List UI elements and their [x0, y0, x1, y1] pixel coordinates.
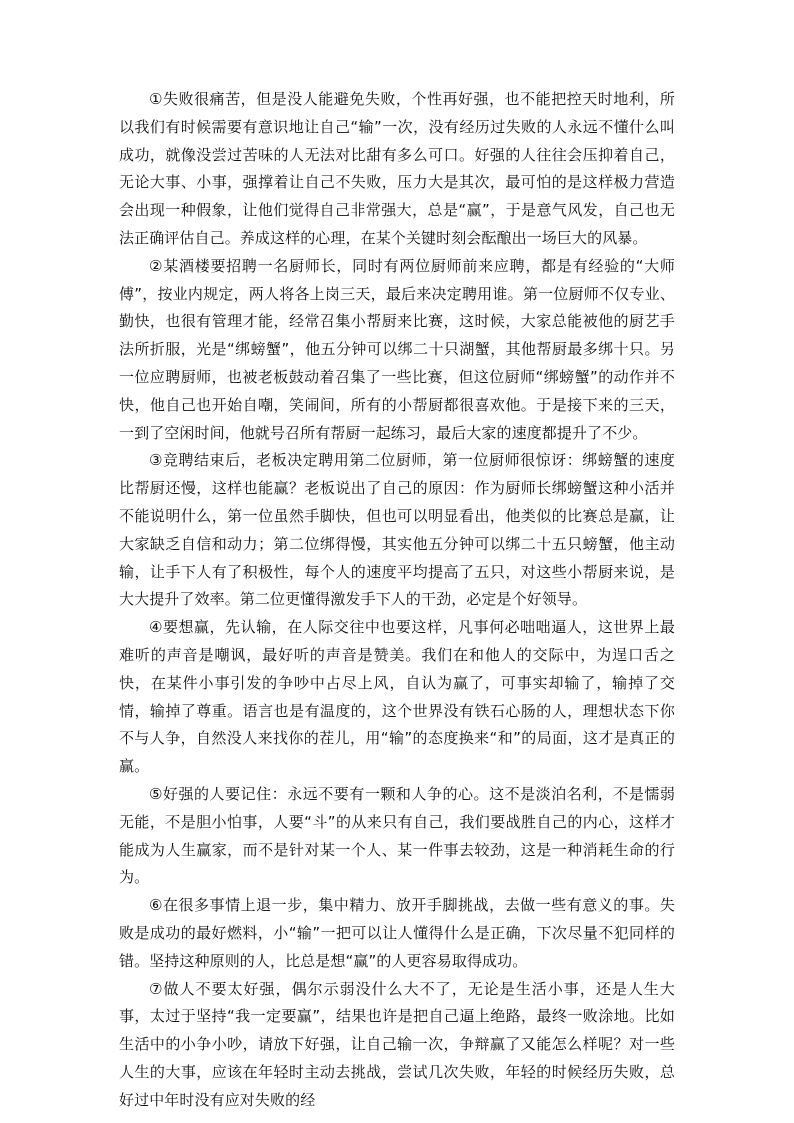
paragraph-6: ⑥在很多事情上退一步，集中精力、放开手脚挑战，去做一些有意义的事。失败是成功的最好燃料，小“输”一把可以让人懂得什么是正确，下次尽量不犯同样的错。坚持这种原则的人，比总是想“赢”的人更容易取得成功。: [119, 896, 675, 970]
paragraph-5: ⑤好强的人要记住：永远不要有一颗和人争的心。这不是淡泊名利，不是懦弱无能，不是胆小怕事，人要“斗”的从来只有自己，我们要战胜自己的内心，这样才能成为人生赢家，而不是针对某一个人、某一件事去较劲，这是一种消耗生命的行为。: [119, 784, 675, 887]
paragraph-7: ⑦做人不要太好强，偶尔示弱没什么大不了，无论是生活小事，还是人生大事，太过于坚持“我一定要赢”，结果也许是把自己逼上绝路，最终一败涂地。比如生活中的小争小吵，请放下好强，让自己输一次，争辩赢了又能怎么样呢？对一些人生的大事，应该在年轻时主动去挑战，尝试几次失败，年轻的时候经历失败，总好过中年时没有应对失败的经: [119, 979, 675, 1109]
document-page: [119, 86, 675, 1114]
paragraph-1: ①失败很痛苦，但是没人能避免失败，个性再好强，也不能把控天时地利，所以我们有时候需要有意识地让自己“输”一次，没有经历过失败的人永远不懂什么叫成功，就像没尝过苦味的人无法对比甜有多么可口。好强的人往往会压抑着自己，无论大事、小事，强撑着让自己不失败，压力大是其次，最可怕的是这样极力营造会出现一种假象，让他们觉得自己非常强大，总是“赢”，于是意气风发，自己也无法正确评估自己。养成这样的心理，在某个关键时刻会酝酿出一场巨大的风暴。: [119, 90, 675, 247]
paragraph-3: ③竞聘结束后，老板决定聘用第二位厨师，第一位厨师很惊讶：绑螃蟹的速度比帮厨还慢，这样也能赢？老板说出了自己的原因：作为厨师长绑螃蟹这种小活并不能说明什么，第一位虽然手脚快，但也可以明显看出，他类似的比赛总是赢，让大家缺乏自信和动力；第二位绑得慢，其实他五分钟可以绑二十五只螃蟹，他主动输，让手下人有了积极性，每个人的速度平均提高了五只，对这些小帮厨来说，是大大提升了效率。第二位更懂得激发手下人的干劲，必定是个好领导。: [119, 451, 675, 609]
paragraph-4: ④要想赢，先认输，在人际交往中也要这样，凡事何必咄咄逼人，这世界上最难听的声音是嘲讽，最好听的声音是赞美。我们在和他人的交际中，为逞口舌之快，在某件小事引发的争吵中占尽上风，自认为赢了，可事实却输了，输掉了交情，输掉了尊重。语言也是有温度的，这个世界没有铁石心肠的人，理想状态下你不与人争，自然没人来找你的茬儿，用“输”的态度换来“和”的局面，这才是真正的赢。: [119, 618, 675, 776]
paragraph-2: ②某酒楼要招聘一名厨师长，同时有两位厨师前来应聘，都是有经验的“大师傅”，按业内规定，两人将各上岗三天，最后来决定聘用谁。第一位厨师不仅专业、勤快，也很有管理才能，经常召集小帮厨来比赛，这时候，大家总能被他的厨艺手法所折服，光是“绑螃蟹”，他五分钟可以绑二十只湖蟹，其他帮厨最多绑十只。另一位应聘厨师，也被老板鼓动着召集了一些比赛，但这位厨师“绑螃蟹”的动作并不快，他自己也开始自嘲，笑闹间，所有的小帮厨都很喜欢他。于是接下来的三天，一到了空闲时间，他就号召所有帮厨一起练习，最后大家的速度都提升了不少。: [119, 256, 675, 442]
